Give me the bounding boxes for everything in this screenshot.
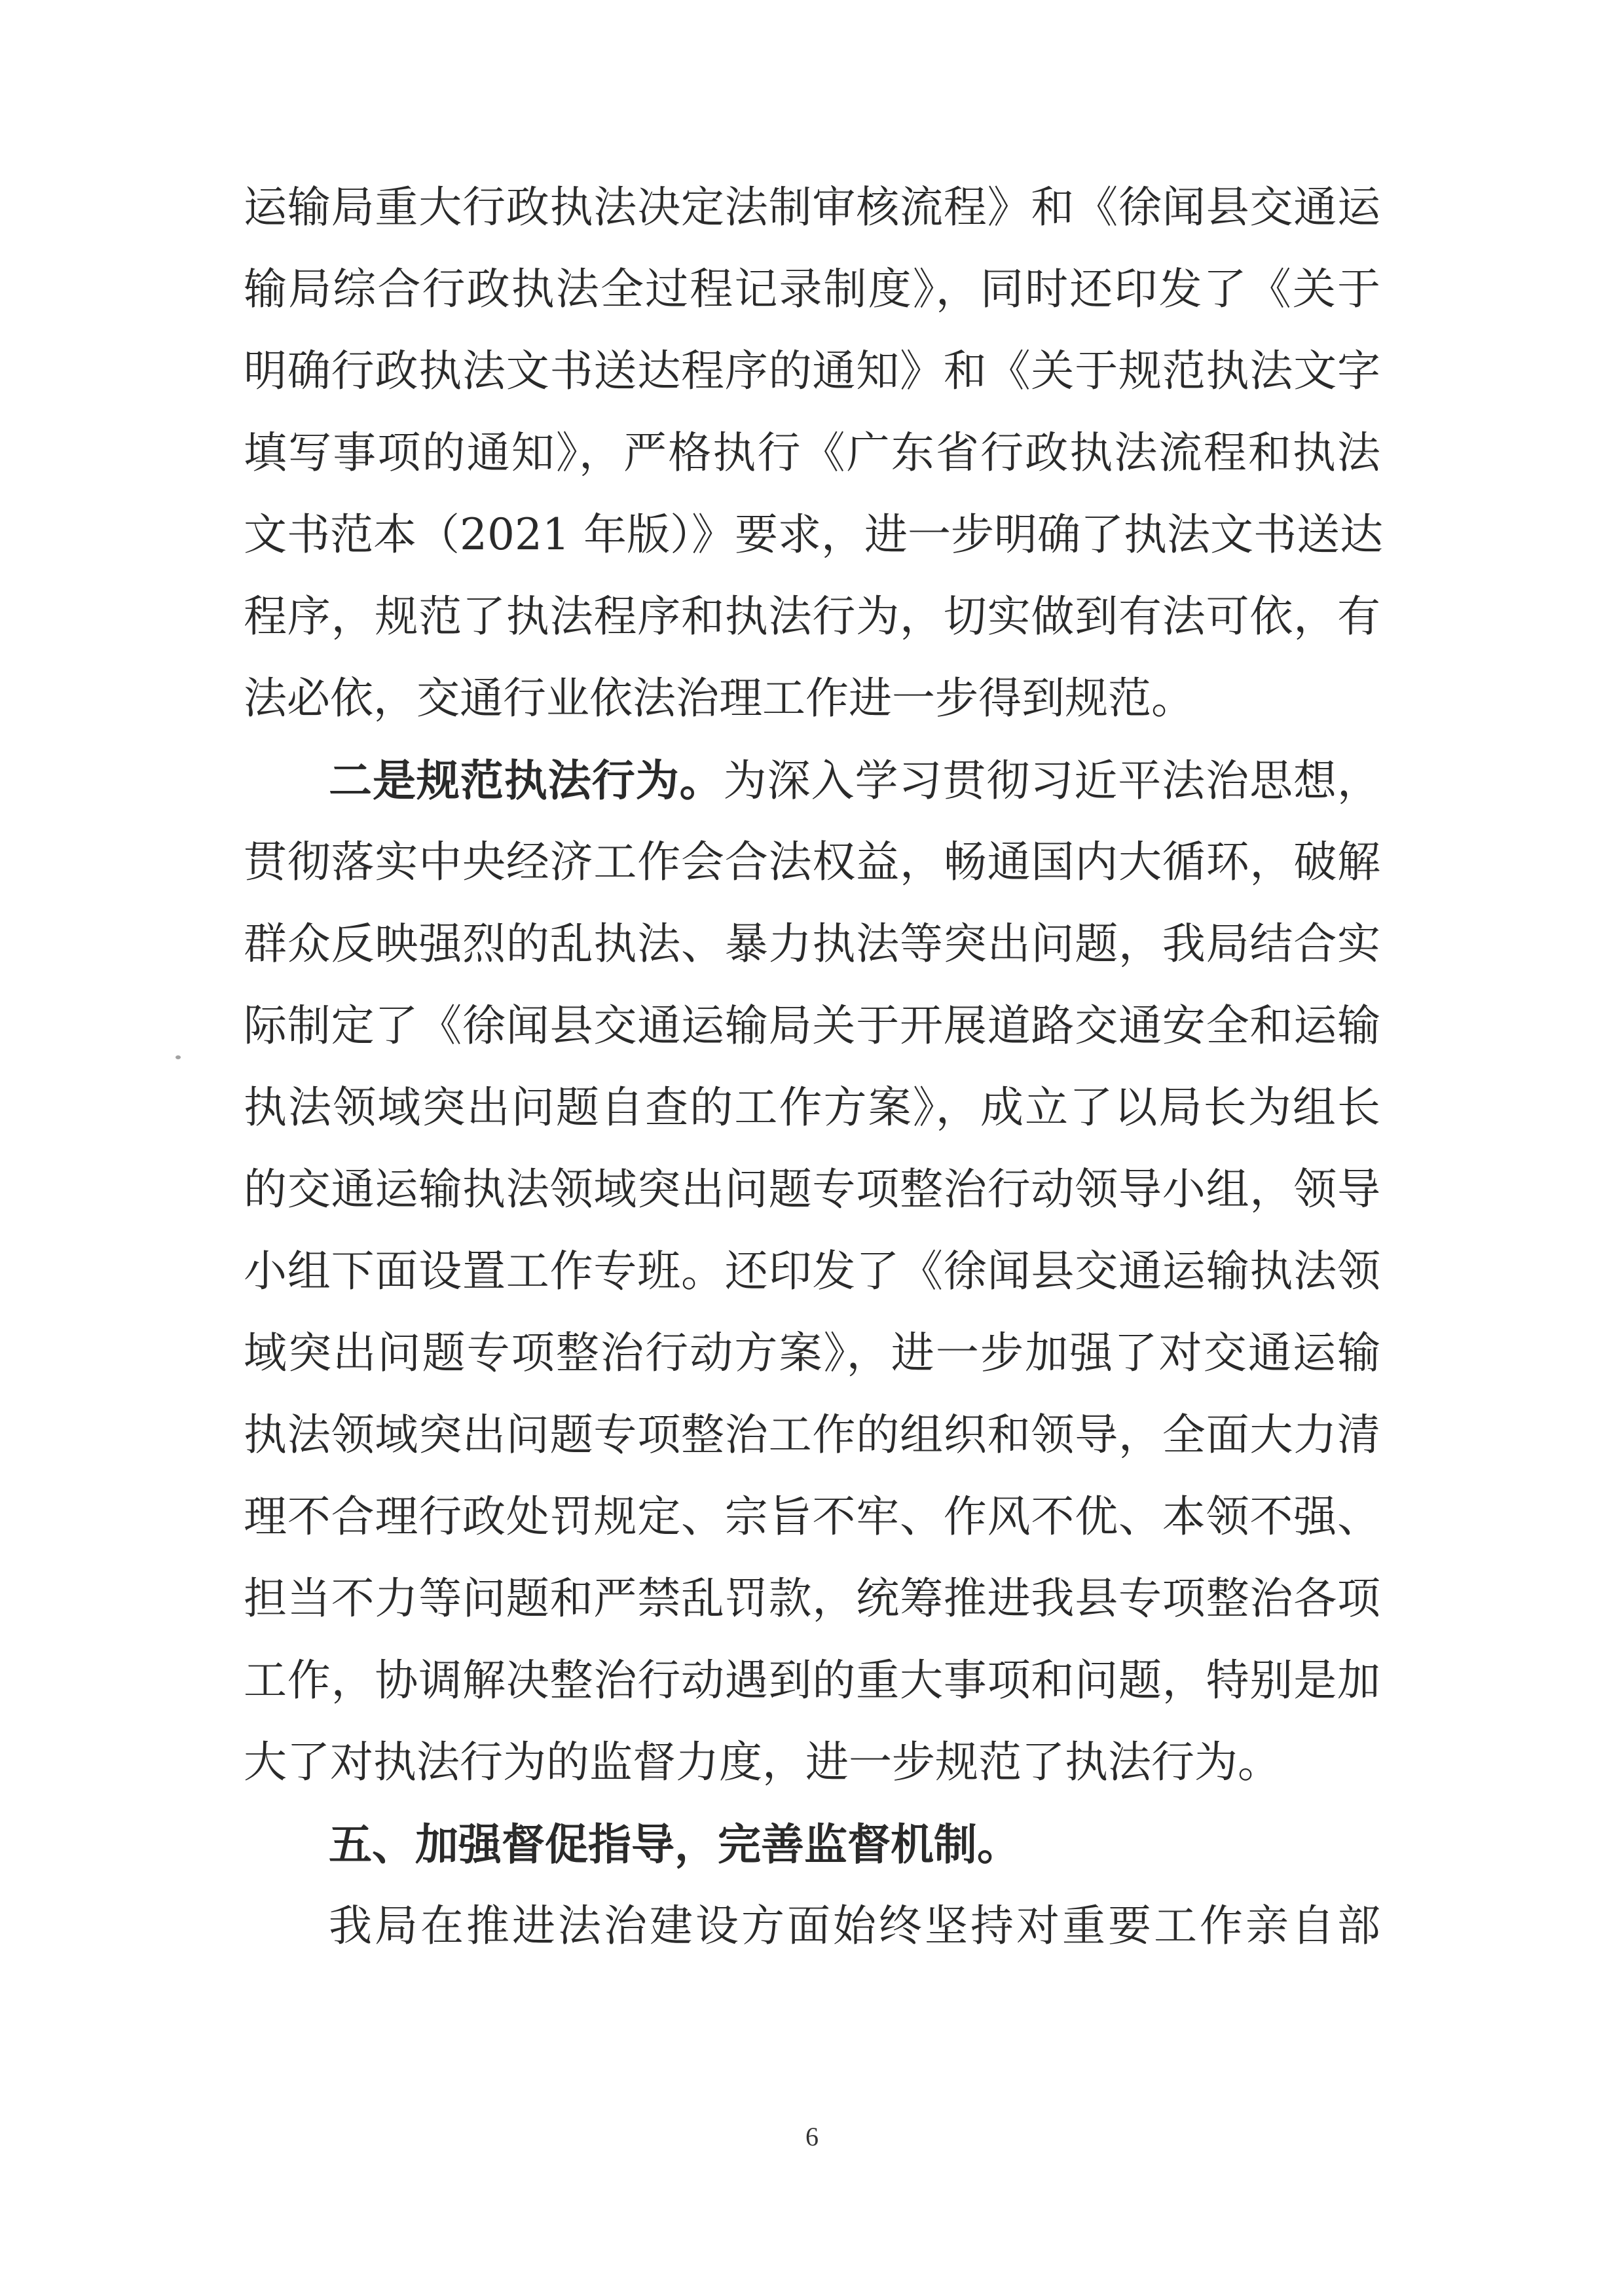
body-text-line: 工作，协调解决整治行动遇到的重大事项和问题，特别是加 bbox=[244, 1655, 1380, 1705]
body-text-line: 执法领域突出问题自查的工作方案》，成立了以局长为组长 bbox=[244, 1082, 1380, 1133]
body-text-line: 大了对执法行为的监督力度，进一步规范了执法行为。 bbox=[244, 1737, 1281, 1787]
body-text-line: 我局在推进法治建设方面始终坚持对重要工作亲自部 bbox=[329, 1901, 1380, 1951]
body-text-line: 际制定了《徐闻县交通运输局关于开展道路交通安全和运输 bbox=[244, 1000, 1380, 1051]
body-text-line: 小组下面设置工作专班。还印发了《徐闻县交通运输执法领 bbox=[244, 1246, 1380, 1296]
body-text-line: 群众反映强烈的乱执法、暴力执法等突出问题，我局结合实 bbox=[244, 919, 1380, 969]
body-text-line: 输局综合行政执法全过程记录制度》，同时还印发了《关于 bbox=[244, 264, 1380, 314]
section-two-first-line bbox=[329, 751, 1380, 810]
scan-speck bbox=[927, 1013, 929, 1033]
body-text-line: 执法领域突出问题专项整治工作的组织和领导，全面大力清 bbox=[244, 1410, 1380, 1460]
section-five-heading: 五、加强督促指导，完善监督机制。 bbox=[329, 1819, 1020, 1870]
body-text-line: 明确行政执法文书送达程序的通知》和《关于规范执法文字 bbox=[244, 346, 1380, 396]
page-number: 6 bbox=[805, 2122, 819, 2151]
body-text-line: 的交通运输执法领域突出问题专项整治行动领导小组，领导 bbox=[244, 1164, 1380, 1214]
body-text-line: 法必依，交通行业依法治理工作进一步得到规范。 bbox=[244, 673, 1194, 723]
body-text-line: 填写事项的通知》，严格执行《广东省行政执法流程和执法 bbox=[244, 428, 1380, 478]
body-text-line: 运输局重大行政执法决定法制审核流程》和《徐闻县交通运 bbox=[244, 182, 1380, 232]
body-text-line: 担当不力等问题和严禁乱罚款，统筹推进我县专项整治各项 bbox=[244, 1573, 1380, 1624]
section-two-first-line-text: 为深入学习贯彻习近平法治思想， bbox=[723, 756, 1381, 806]
body-text-line: 程序，规范了执法程序和执法行为，切实做到有法可依，有 bbox=[244, 591, 1380, 642]
section-two-lead: 二是规范执法行为。 bbox=[329, 755, 724, 806]
body-text-line: 文书范本（2021 年版）》要求，进一步明确了执法文书送达 bbox=[244, 509, 1383, 560]
scan-speck bbox=[175, 1055, 181, 1059]
body-text-line: 域突出问题专项整治行动方案》，进一步加强了对交通运输 bbox=[244, 1328, 1380, 1378]
body-text-line: 理不合理行政处罚规定、宗旨不牢、作风不优、本领不强、 bbox=[244, 1491, 1380, 1542]
body-text-line: 贯彻落实中央经济工作会合法权益，畅通国内大循环，破解 bbox=[244, 837, 1380, 887]
